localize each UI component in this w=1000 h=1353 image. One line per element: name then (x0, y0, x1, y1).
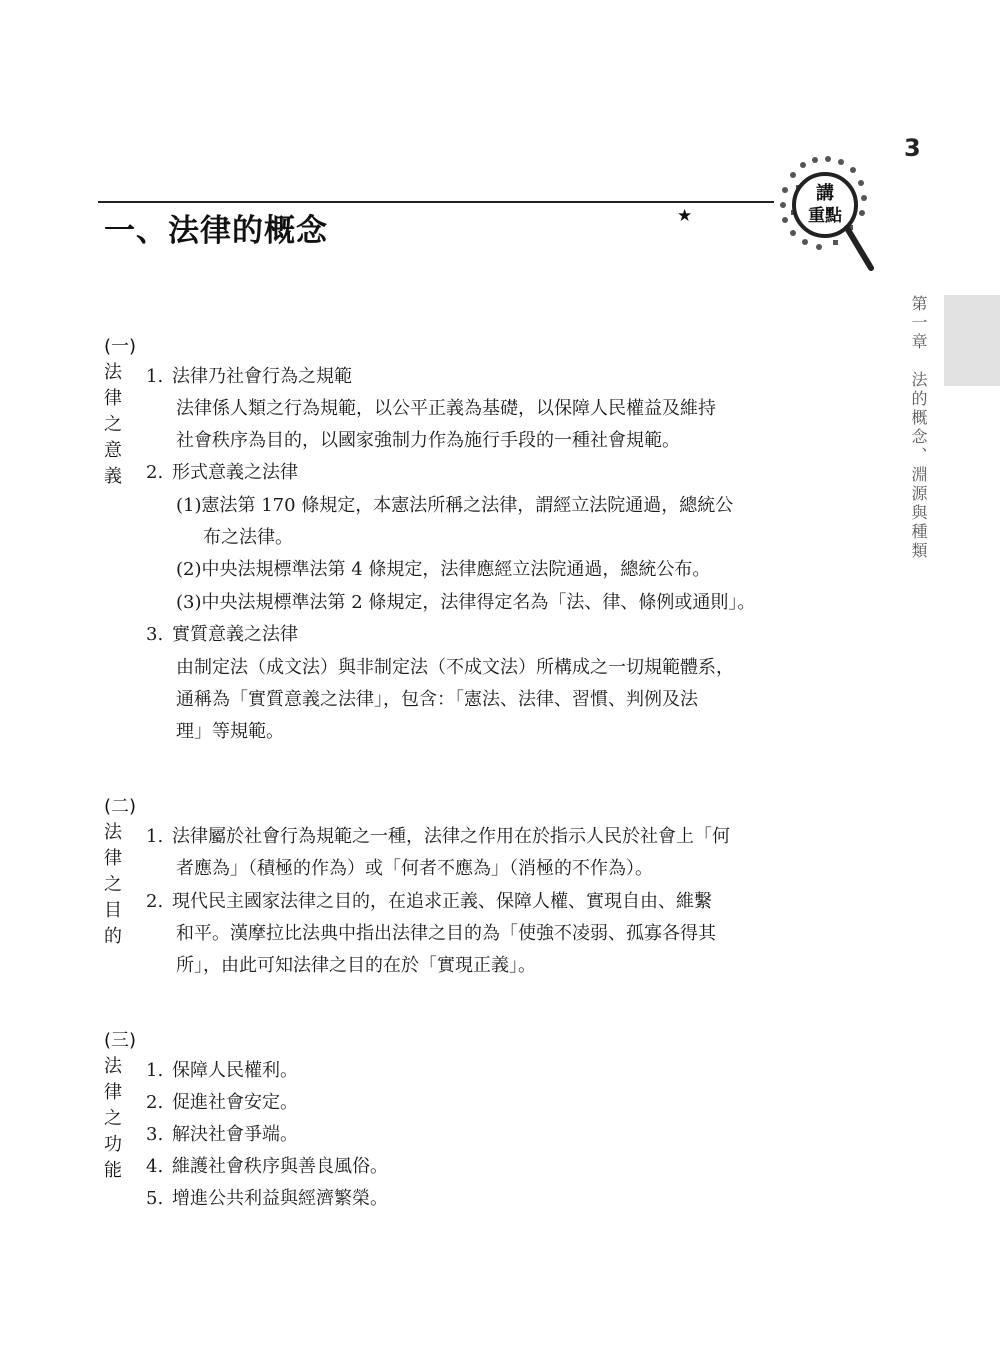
section-title: 一、法律的概念 (104, 213, 328, 249)
list-item (146, 464, 298, 482)
item-text: 形式意義之法律 (172, 462, 298, 483)
item-number: 4. (146, 1156, 164, 1177)
page-number: 3 (904, 134, 921, 162)
item-text: 法律乃社會行為之規範 (172, 366, 352, 387)
paragraph-line: 者應為」（積極的作為）或「何者不應為」（消極的不作為）。 (176, 858, 653, 879)
badge-text-top: 講 (816, 183, 834, 204)
paragraph-line: 所」，由此可知法律之目的在於「實現正義」。 (176, 955, 536, 976)
title-rule (98, 201, 774, 203)
list-item (146, 1062, 298, 1080)
item-text: 法律屬於社會行為規範之一種，法律之作用在於指示人民於社會上「何 (172, 826, 730, 847)
item-text: 解決社會爭端。 (172, 1124, 298, 1145)
list-item (146, 368, 352, 386)
list-item (146, 626, 298, 644)
item-number: 1. (146, 1060, 164, 1081)
list-item (146, 1190, 388, 1208)
chapter-tab (944, 295, 1000, 386)
list-item (146, 893, 712, 911)
paragraph-line: 和平。漢摩拉比法典中指出法律之目的為「使強不凌弱、孤寡各得其 (176, 923, 716, 944)
item-number: 3. (146, 624, 164, 645)
paragraph-line: 理」等規範。 (176, 721, 284, 742)
paragraph-line: 通稱為「實質意義之法律」，包含：「憲法、法律、習慣、判例及法 (176, 689, 698, 710)
item-number: 5. (146, 1188, 164, 1209)
item-text: 實質意義之法律 (172, 624, 298, 645)
list-item (146, 1094, 298, 1112)
item-text: 現代民主國家法律之目的，在追求正義、保障人權、實現自由、維繫 (172, 891, 712, 912)
paragraph-line: 布之法律。 (203, 527, 293, 548)
side-chapter-label: 第一章 法的概念、淵源與種類 (909, 295, 928, 561)
item-text: 維護社會秩序與善良風俗。 (172, 1156, 388, 1177)
paragraph-line: (2)中央法規標準法第 4 條規定，法律應經立法院通過，總統公布。 (176, 559, 711, 580)
item-text: 保障人民權利。 (172, 1060, 298, 1081)
badge-text-bottom: 重點 (808, 206, 842, 226)
list-item (146, 1158, 388, 1176)
paragraph-line: 由制定法（成文法）與非制定法（不成文法）所構成之一切規範體系， (176, 657, 734, 678)
subsection-heading: (一) 法律之意義 (104, 336, 137, 487)
item-number: 3. (146, 1124, 164, 1145)
paragraph-line: (1)憲法第 170 條規定，本憲法所稱之法律，謂經立法院通過，總統公 (176, 495, 734, 516)
paragraph-line: 社會秩序為目的，以國家強制力作為施行手段的一種社會規範。 (176, 430, 680, 451)
item-number: 1. (146, 826, 164, 847)
item-text: 增進公共利益與經濟繁榮。 (172, 1188, 388, 1209)
magnifier-badge-icon (773, 150, 878, 275)
subsection-heading: (二) 法律之目的 (104, 796, 137, 947)
item-number: 2. (146, 891, 164, 912)
item-text: 促進社會安定。 (172, 1092, 298, 1113)
paragraph-line: (3)中央法規標準法第 2 條規定，法律得定名為「法、律、條例或通則」。 (176, 592, 756, 613)
subsection-heading: (三) 法律之功能 (104, 1030, 137, 1181)
paragraph-line: 法律係人類之行為規範，以公平正義為基礎，以保障人民權益及維持 (176, 398, 716, 419)
list-item (146, 828, 730, 846)
list-item (146, 1126, 298, 1144)
item-number: 1. (146, 366, 164, 387)
item-number: 2. (146, 1092, 164, 1113)
star-icon: ★ (677, 206, 693, 226)
item-number: 2. (146, 462, 164, 483)
